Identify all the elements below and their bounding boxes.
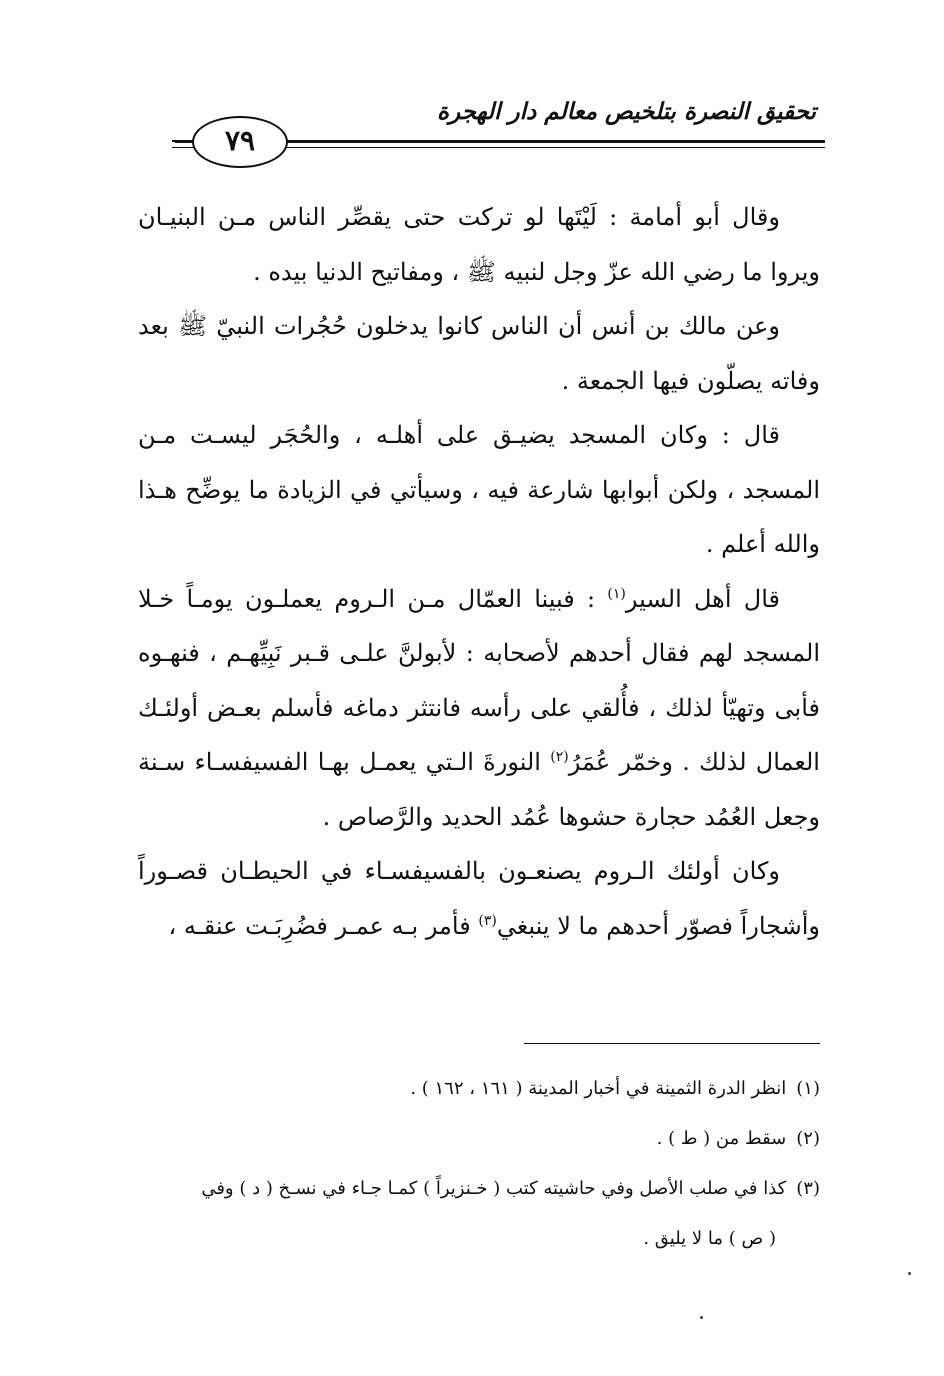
footnote-text: انظر الدرة الثمينة في أخبار المدينة ( ١٦١ ، ١٦٢ ) .	[410, 1078, 787, 1099]
footnote-2	[138, 1114, 820, 1164]
paragraph-4-lead: قال أهل السير	[625, 584, 780, 613]
paragraph-4-tail: النورةَ الـتي يعمـل بهـا الفسيفسـاء سـنة وجعل العُمُد حجارة حشوها عُمُد الحديد والرَّصاص .	[138, 748, 820, 831]
scan-speck	[700, 1316, 703, 1319]
paragraph-5	[138, 844, 820, 953]
running-title: تحقيق النصرة بتلخيص معالم دار الهجرة	[436, 98, 816, 125]
scan-speck	[908, 1272, 911, 1275]
footnote-number: (٢)	[796, 1128, 820, 1149]
footnote-ref-3: (٣)	[478, 912, 497, 929]
footnote-ref-2: (٢)	[550, 749, 569, 765]
footnote-text: كذا في صلب الأصل وفي حاشيته كتب ( خـنزيراً ) كمـا جـاء في نسـخ ( د ) وفي	[201, 1178, 787, 1199]
page-number: ٧٩	[192, 116, 288, 168]
separator: :	[574, 584, 608, 613]
paragraph-5-text: وكان أولئك الـروم يصنعـون بالفسيفسـاء في الحيطـان قصـوراً وأشجاراً فصوّر أحدهم ما لا ينبغي	[138, 857, 820, 940]
footnote-text: سقط من ( ط ) .	[656, 1128, 787, 1149]
main-text	[138, 190, 820, 953]
paragraph-4	[138, 572, 820, 845]
paragraph-1: وقال أبو أمامة : لَيْتَها لو تركت حتى يقصِّر الناس مـن البنيـان ويروا ما رضي الله عزّ وجل لنبيه ﷺ ، ومفاتيح الدنيا بيده .	[138, 203, 820, 286]
footnotes	[138, 1064, 820, 1264]
footnote-1	[138, 1064, 820, 1114]
footnote-ref-1: (١)	[607, 585, 626, 602]
paragraph-5-tail: فأمر بـه عمـر فضُرِبَـت عنقـه ،	[168, 911, 471, 940]
footnote-number: (١)	[796, 1078, 820, 1099]
footnote-3-continuation: ( ص ) ما لا يليق .	[643, 1228, 776, 1249]
footnote-number: (٣)	[796, 1178, 820, 1199]
paragraph-2: وعن مالك بن أنس أن الناس كانوا يدخلون حُجُرات النبيّ ﷺ بعد وفاته يصلّون فيها الجمعة .	[138, 312, 820, 395]
paragraph-4-text: فبينا العمّال مـن الـروم يعملـون يومـاً خـلا المسجد لهم فقال أحدهم لأصحابه : لأبولنَّ علـى قـبر نَبِيِّهـم ، فنهـوه فأبى وتهيّأ لذلك ، فأُلقي على رأسه فانتثر دماغه فأسلم بعـض أولئـك العمال لذلك . وخمّر عُمَرُ	[138, 584, 820, 776]
footnote-separator	[524, 1043, 820, 1044]
footnote-3	[138, 1164, 820, 1214]
paragraph-3: قال : وكان المسجد يضيـق على أهلـه ، والحُجَر ليسـت مـن المسجد ، ولكن أبوابها شارعة فيه ، وسيأتي في الزيادة ما يوضِّح هـذا والله أعلم .	[138, 421, 820, 558]
